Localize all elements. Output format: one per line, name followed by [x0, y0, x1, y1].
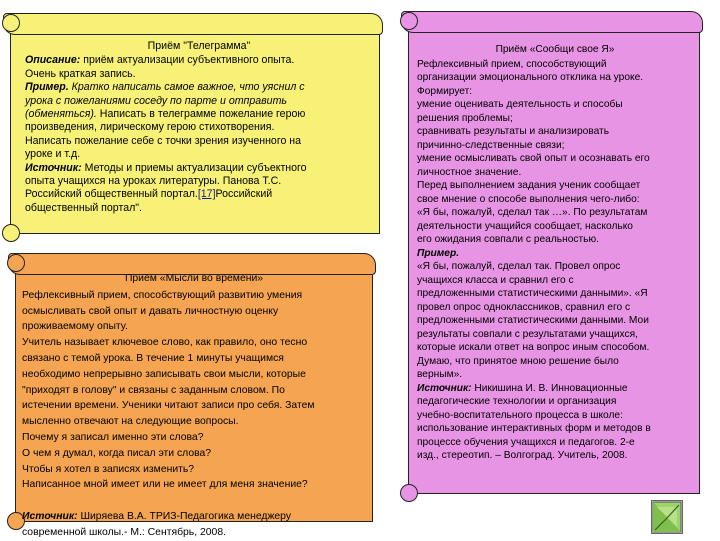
text: осмысливать свой опыт и давать личностную оценку [22, 305, 279, 317]
text: организации эмоционального отклика на уроке. [417, 72, 644, 83]
text: «Я бы, пожалуй, сделал так …». По результатам [417, 207, 648, 218]
text: Никишина И. В. Инновационные [471, 382, 628, 394]
text: Перед выполнением задания ученик сообщает [417, 180, 641, 191]
text: использование интерактивных форм и методов в [417, 423, 651, 434]
scroll-curl-icon [400, 484, 418, 502]
text: "приходят в голову" и связаны с заданным словом. По [22, 384, 285, 396]
text: уроке и т.д. [25, 148, 81, 161]
text: результаты совпали с результатами учащихся, [417, 328, 638, 340]
text: Российский общественный портал. [25, 188, 198, 201]
text: Рефлексивный прием, способствующий [417, 58, 607, 70]
checkered-nav-icon [652, 501, 682, 533]
text: современной школы.- М.: Сентябрь, 2008. [22, 526, 226, 538]
card-telegram [10, 22, 380, 234]
text: изд., стереотип. – Волгоград. Учитель, 2008. [417, 450, 628, 461]
text: умение оценивать деятельность и способы [417, 99, 623, 110]
reference-link[interactable]: [17] [197, 188, 216, 201]
text: Формирует: [417, 85, 473, 97]
text: педагогические технологии и организация [417, 396, 617, 407]
text: предложенными статистическими данными. Мои [417, 315, 649, 326]
text: Рефлексивный прием, способствующий развитию умения [22, 289, 303, 301]
text: связано с темой урока. В течение 1 минуты учащимся [22, 352, 284, 364]
label-example: Пример. [25, 81, 69, 94]
text: деятельности учащийся сообщает, насколько [417, 220, 633, 232]
text: урока с пожеланиями соседу по парте и отправить [25, 94, 287, 107]
scroll-curl-icon [2, 224, 20, 242]
text: Очень краткая запись. [25, 67, 136, 80]
text: Чтобы я хотел в записях изменить? [22, 463, 195, 475]
text: причинно-следственные связи; [417, 139, 565, 151]
text: Написанное мной имеет или не имеет для меня значение? [22, 479, 308, 491]
label-description: Описание: [25, 54, 81, 67]
label-source: Источник: [417, 382, 472, 394]
text: общественный портал". [25, 201, 142, 214]
text: «Я бы, пожалуй, сделал так. Провел опрос [417, 261, 621, 272]
text: сравнивать результаты и анализировать [417, 126, 610, 137]
text: опыта учащихся на уроках литературы. Панова Т.С. [25, 175, 282, 188]
text: необходимо непрерывно записывать свои мысли, которые [22, 368, 306, 380]
card-thoughts-in-time [15, 262, 373, 538]
card-title: Приём «Сообщи свое Я» [495, 44, 615, 55]
text: его ожидания совпали с реальностью. [417, 234, 599, 245]
text: мысленно отвечают на следующие вопросы. [22, 416, 239, 428]
label-source: Источник: [25, 161, 82, 174]
text: приём актуализации субъективного опыта. [80, 54, 295, 67]
text: свое мнение о способе выполнения чего-либо: [417, 193, 640, 205]
label-source: Источник: [22, 511, 78, 523]
text: О чем я думал, когда писал эти слова? [22, 447, 212, 459]
text: произведения, лирическому герою стихотворения. [25, 121, 275, 134]
text: Методы и приемы актуализации субъектного [81, 161, 307, 174]
card-title: Приём «Мысли во времени» [124, 273, 264, 284]
text: учебно-воспитательного процесса в школе: [417, 409, 623, 421]
text: (обменяться). [25, 108, 97, 121]
text: умение осмысливать свой опыт и осознавать его [417, 153, 650, 164]
card-share-self [408, 20, 700, 494]
text: Написать пожелание себе с точки зрения изученного на [25, 134, 302, 147]
text: которые искали ответ на вопрос иным способом. [417, 342, 650, 353]
text: Российский [215, 188, 273, 201]
text: Кратко написать самое важное, что уяснил с [68, 81, 305, 94]
text: решения проблемы; [417, 112, 513, 124]
text: провел опрос одноклассников, сравнил его с [417, 301, 631, 313]
text: проживаемому опыту. [22, 321, 128, 333]
nav-button[interactable] [651, 500, 683, 534]
label-example: Пример. [417, 247, 460, 259]
text: процессе обучения учащихся и педагогов. 2-е [417, 436, 635, 448]
text: верным». [417, 369, 463, 380]
text: предложенными статистическими данными». «Я [417, 288, 648, 299]
text: Ширяева В.А. ТРИЗ-Педагогика менеджеру [77, 511, 292, 523]
text: личностное значение. [417, 166, 522, 178]
text: учащихся класса и сравнил его с [417, 274, 574, 286]
text: Почему я записал именно эти слова? [22, 431, 204, 443]
card-title: Приём "Телеграмма" [147, 40, 251, 52]
text: Думаю, что принятое мною решение было [417, 355, 619, 367]
text: истечении времени. Ученики читают записи про себя. Затем [22, 400, 315, 412]
text: Написать в телеграмме пожелание герою [96, 108, 306, 121]
text: Учитель называет ключевое слово, как правило, оно тесно [22, 337, 308, 349]
